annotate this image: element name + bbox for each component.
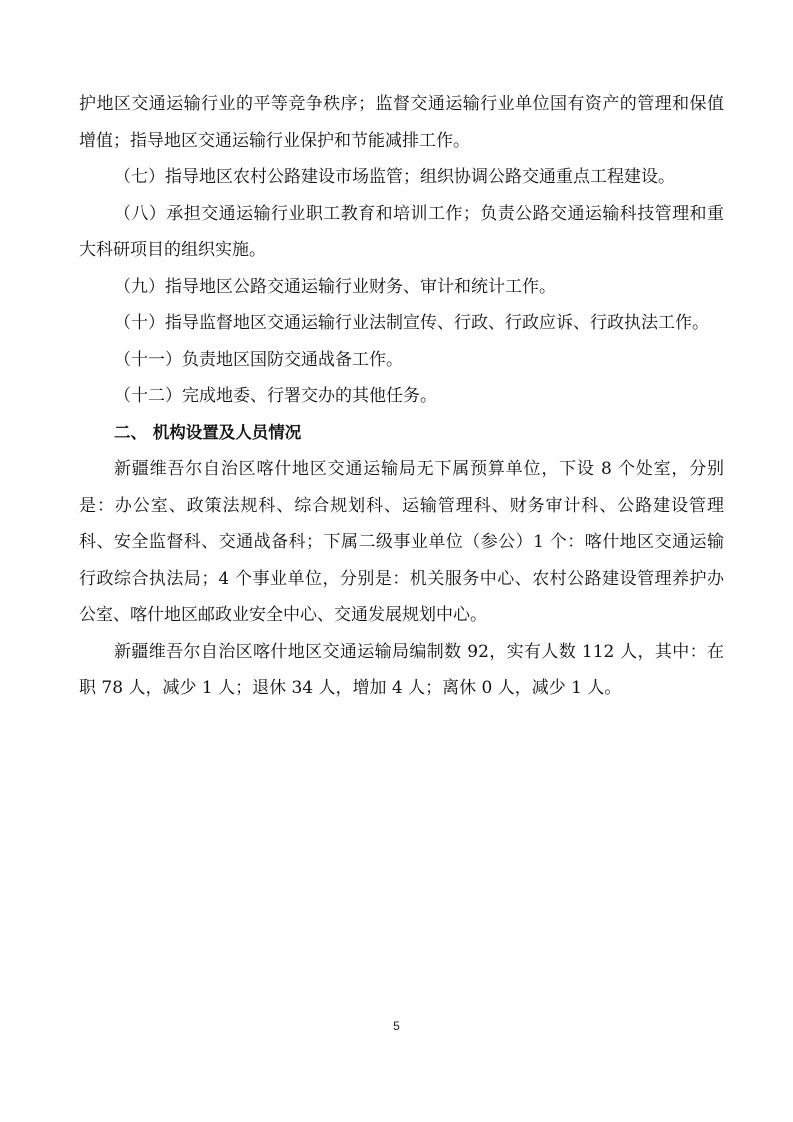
page-body — [79, 86, 724, 707]
paragraph-duty-7: （七）指导地区农村公路建设市场监管；组织协调公路交通重点工程建设。 — [114, 167, 675, 187]
section-heading: 二、 机构设置及人员情况 — [114, 422, 302, 442]
paragraph-duty-11: （十一）负责地区国防交通战备工作。 — [114, 349, 403, 370]
paragraph-staffing: 新疆维吾尔自治区喀什地区交通运输局编制数 92，实有人数 112 人，其中：在职 78 人，减少 1 人；退休 34 人，增加 4 人；离休 0 人，减少 1 人。 — [79, 641, 724, 698]
paragraph-duty-9: （九）指导地区公路交通运输行业财务、审计和统计工作。 — [114, 276, 556, 297]
page-number: 5 — [393, 1019, 400, 1033]
paragraph-duty-10: （十）指导监督地区交通运输行业法制宣传、行政、行政应诉、行政执法工作。 — [114, 313, 709, 333]
paragraph-org-structure: 新疆维吾尔自治区喀什地区交通运输局无下属预算单位，下设 8 个处室，分别是：办公室、政策法规科、综合规划科、运输管理科、财务审计科、公路建设管理科、安全监督科、交通战备科；下属二级事业单位（参公）1 个：喀什地区交通运输行政综合执法局；4 个事业单位，分别是：机关服务中心、农村公路建设管理养护办公室、喀什地区邮政业安全中心、交通发展规划中心。 — [79, 459, 724, 625]
paragraph-duty-8: （八）承担交通运输行业职工教育和培训工作；负责公路交通运输科技管理和重大科研项目的组织实施。 — [79, 203, 724, 260]
paragraph-duty-12: （十二）完成地委、行署交办的其他任务。 — [114, 386, 437, 406]
paragraph-duty-6-continued: 护地区交通运输行业的平等竞争秩序；监督交通运输行业单位国有资产的管理和保值增值；指导地区交通运输行业保护和节能减排工作。 — [79, 94, 724, 151]
